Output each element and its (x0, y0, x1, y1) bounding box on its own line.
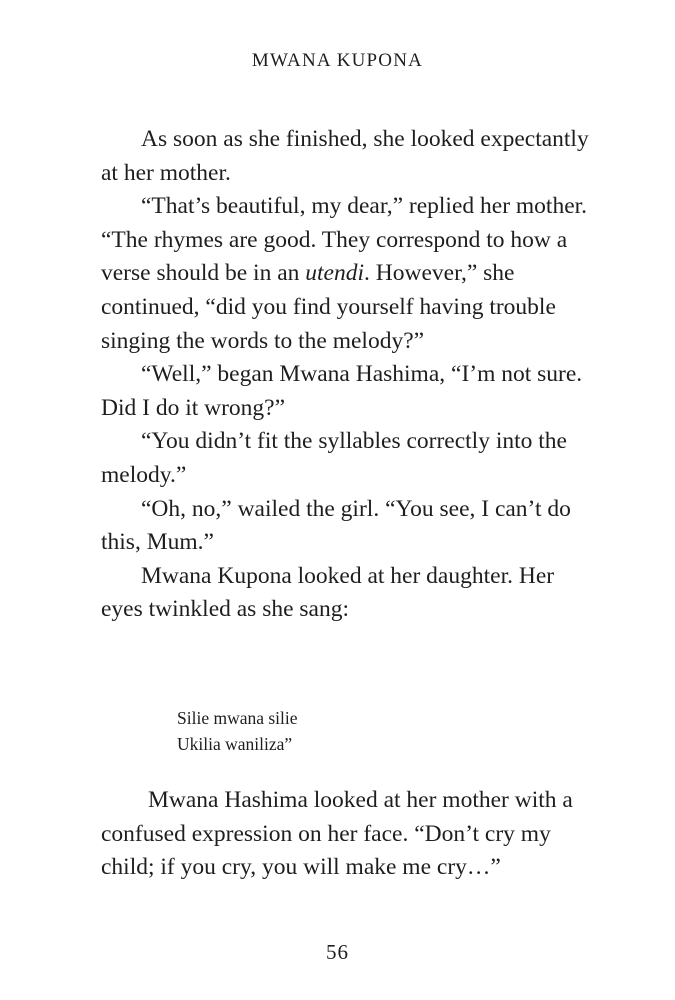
running-head: MWANA KUPONA (251, 50, 424, 71)
paragraph-2-italic-term: utendi (305, 260, 365, 287)
paragraph-4: “You didn’t fit the syllables correctly into the melody.” (101, 428, 567, 488)
paragraph-5: “Oh, no,” wailed the girl. “You see, I can’t do this, Mum.” (101, 495, 571, 556)
page-number: 56 (326, 940, 349, 964)
paragraph-3: “Well,” began Mwana Hashima, “I’m not sure. Did I do it wrong?” (101, 361, 583, 421)
paragraph-2 (101, 190, 601, 358)
closing-text (101, 784, 601, 885)
paragraph-6: Mwana Kupona looked at her daughter. Her eyes twinkled as she sang: (101, 562, 555, 623)
verse-line: Ukilia waniliza” (177, 734, 293, 754)
paragraph-1: As soon as she finished, she looked expectantly at her mother. (101, 126, 589, 186)
verse-line: Silie mwana silie (177, 708, 298, 728)
verse-block (177, 705, 298, 757)
paragraph-2-end: . However,” she continued, “did you find yourself having trouble singing the words to the melody?” (101, 260, 556, 354)
closing-paragraph: Mwana Hashima looked at her mother with a confused expression on her face. “Don’t cry my child; if you cry, you will make me cry…” (101, 787, 573, 881)
body-text (101, 123, 601, 627)
paragraph-2-start: “That’s beautiful, my dear,” replied her mother. “The rhymes are good. They correspond to how a verse should be in an (101, 193, 588, 287)
